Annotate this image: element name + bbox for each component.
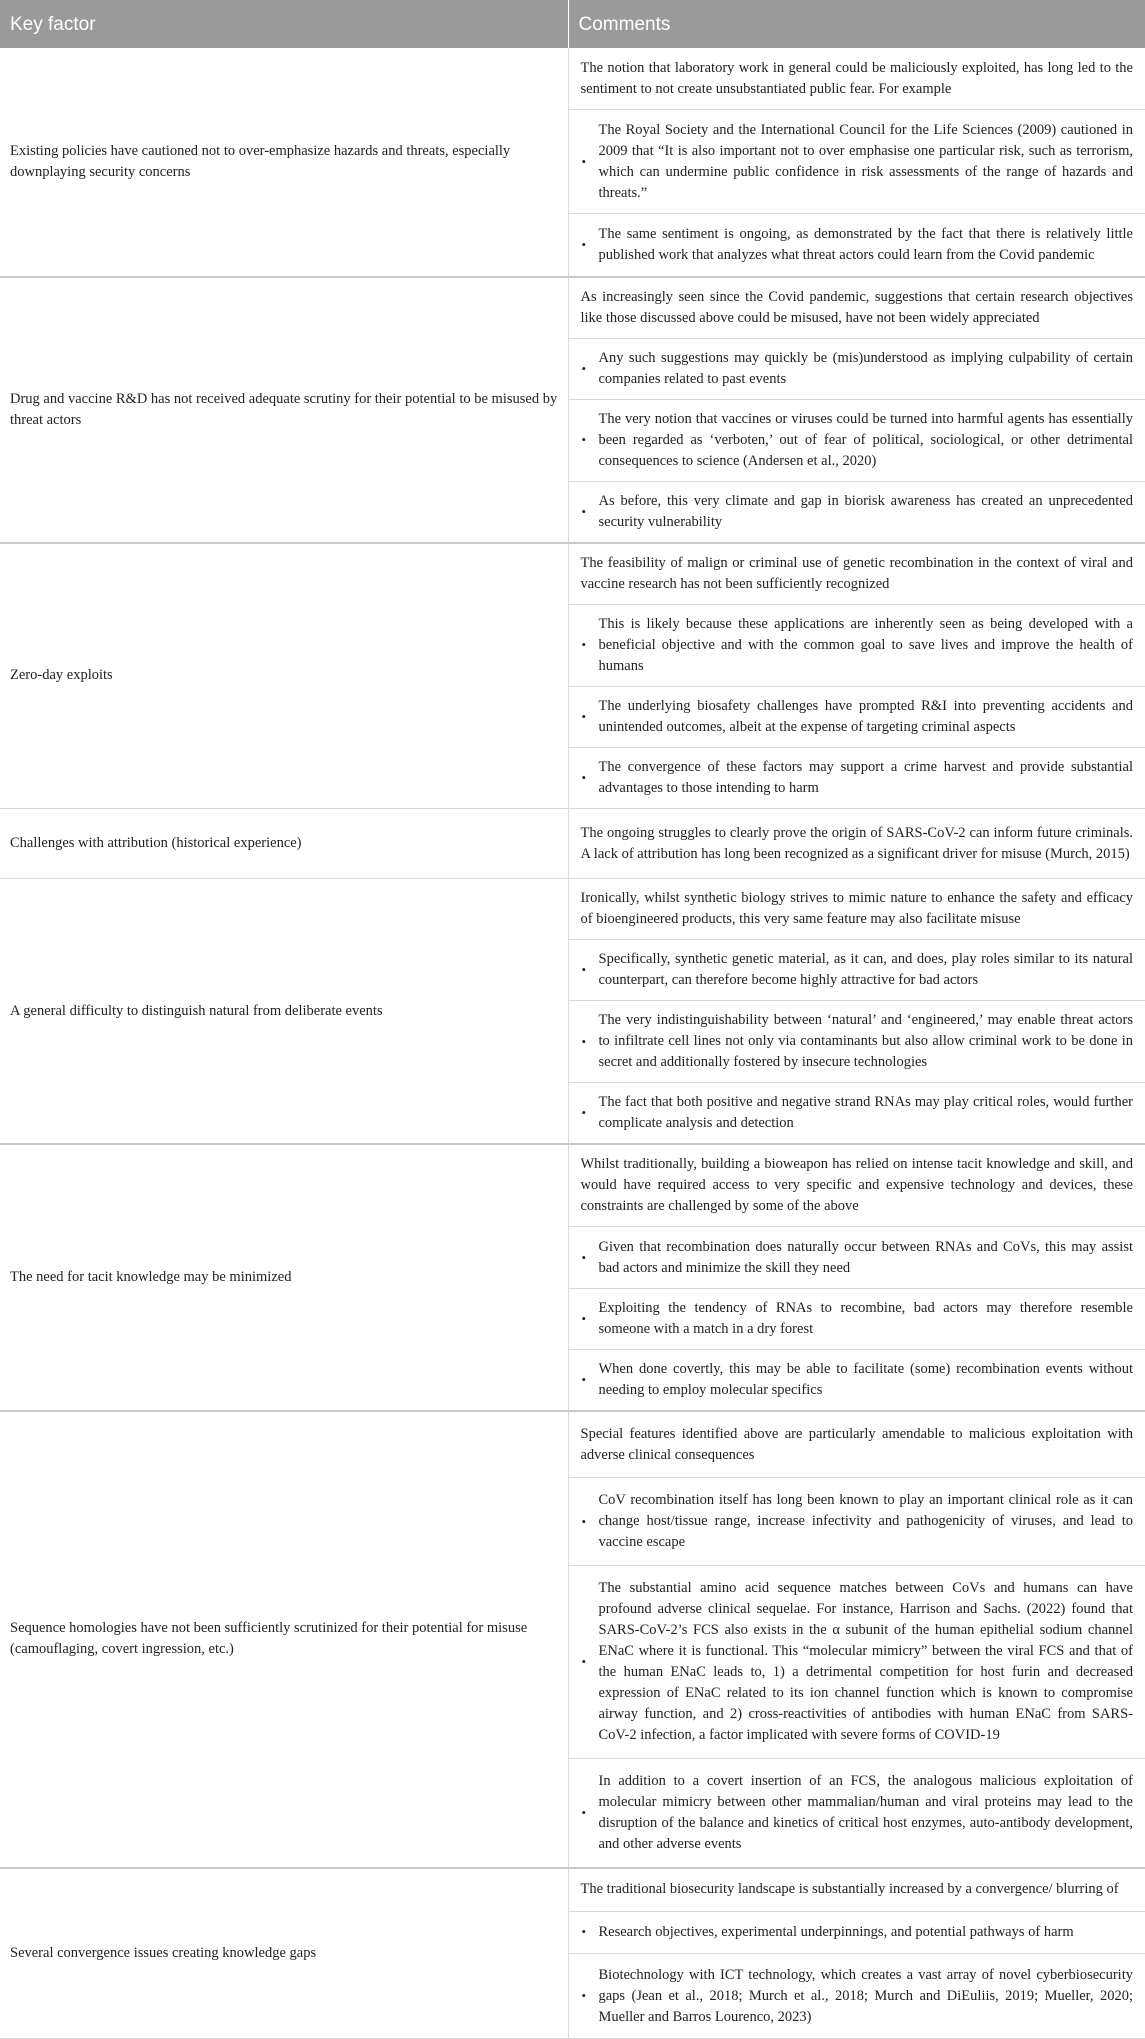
comments-cell [568,879,1145,1145]
comment-intro: As increasingly seen since the Covid pandemic, suggestions that certain research objectives like those discussed above could be misused, have not been widely appreciated [580,288,1133,326]
comment-bullet: • This is likely because these applications are inherently seen as being developed with a beneficial objective and with the common goal to save lives and improve the health of humans [569,604,1145,686]
key-factor-cell: Zero-day exploits [0,543,568,809]
comment-bullet: • The very notion that vaccines or viruses could be turned into harmful agents has essentially been regarded as ‘verboten,’ out of fear of political, sociological, or other detrimental consequences to science (Andersen et al., 2020) [569,399,1145,481]
table-row [0,277,1145,543]
comments-cell [568,1411,1145,1868]
comment-bullet: • The very indistinguishability between ‘natural’ and ‘engineered,’ may enable threat actors to infiltrate cell lines not only via contaminants but also allow criminal work to be done in secret and additionally fostered by insecure technologies [569,1000,1145,1082]
comments-column-header: Comments [568,0,1145,48]
comment-intro: The notion that laboratory work in general could be maliciously exploited, has long led to the sentiment to not create unsubstantiated public fear. For example [580,59,1133,97]
table-row [0,48,1145,277]
table-row [0,543,1145,809]
comment-bullet: • The underlying biosafety challenges have prompted R&I into preventing accidents and unintended outcomes, albeit at the expense of targeting criminal aspects [569,686,1145,747]
comment-intro: Ironically, whilst synthetic biology strives to mimic nature to enhance the safety and efficacy of bioengineered products, this very same feature may also facilitate misuse [580,890,1133,928]
table-row [0,879,1145,1145]
comments-cell [568,277,1145,543]
table-row [0,808,1145,879]
comment-intro: The feasibility of malign or criminal use of genetic recombination in the context of viral and vaccine research has not been sufficiently recognized [580,554,1133,592]
comment-bullet: • Specifically, synthetic genetic material, as it can, and does, play roles similar to its natural counterpart, can therefore become highly attractive for bad actors [569,939,1145,1000]
key-factor-cell: Sequence homologies have not been sufficiently scrutinized for their potential for misuse (camouflaging, covert ingression, etc.) [0,1411,568,1868]
comment-bullet: • As before, this very climate and gap in biorisk awareness has created an unprecedented security vulnerability [569,481,1145,542]
comment-bullet: • The convergence of these factors may support a crime harvest and provide substantial advantages to those intending to harm [569,747,1145,808]
comment-bullet: • The same sentiment is ongoing, as demonstrated by the fact that there is relatively little published work that analyzes what threat actors could learn from the Covid pandemic [569,213,1145,275]
comment-bullet: • CoV recombination itself has long been known to play an important clinical role as it can change host/tissue range, increase infectivity and pathogenicity of viruses, and lead to vaccine escape [569,1477,1145,1565]
comments-cell [568,1868,1145,2039]
table-header-row [0,0,1145,48]
comment-intro: Whilst traditionally, building a bioweapon has relied on intense tacit knowledge and skill, and would have required access to very specific and expensive technology and devices, these constraints are challenged by some of the above [580,1156,1133,1215]
comment-bullet: • In addition to a covert insertion of an FCS, the analogous malicious exploitation of molecular mimicry between other mammalian/human and viral proteins may lead to the disruption of the balance and kinetics of critical host enzymes, auto-antibody development, and other adverse events [569,1758,1145,1867]
key-factor-column-header: Key factor [0,0,568,48]
key-factor-cell: Several convergence issues creating knowledge gaps [0,1868,568,2039]
comment-bullet: • When done covertly, this may be able to facilitate (some) recombination events without needing to employ molecular specifics [569,1349,1145,1410]
comment-bullet: • Biotechnology with ICT technology, which creates a vast array of novel cyberbiosecurity gaps (Jean et al., 2018; Murch et al., 2018; Murch and DiEuliis, 2019; Mueller, 2020; Mueller and Barros Lourenco, 2023) [569,1953,1145,2038]
table-row [0,1144,1145,1410]
comments-cell [568,808,1145,879]
comment-bullet: • Given that recombination does naturally occur between RNAs and CoVs, this may assist bad actors and minimize the skill they need [569,1226,1145,1287]
comment-bullet: • The substantial amino acid sequence matches between CoVs and humans can have profound adverse clinical sequelae. For instance, Harrison and Sachs. (2022) found that SARS-CoV-2’s FCS also exists in the α subunit of the human epithelial sodium channel ENaC where it is functional. This “molecular mimicry” between the viral FCS and that of the human ENaC leads to, 1) a detrimental competition for host furin and decreased expression of ENaC related to its ion channel function which is known to compromise airway function, and 2) cross-reactivities of antibodies with human ENaC from SARS-CoV-2 infection, a factor implicated with severe forms of COVID-19 [569,1565,1145,1758]
comment-bullet: • The fact that both positive and negative strand RNAs may play critical roles, would further complicate analysis and detection [569,1082,1145,1143]
comment-bullet: • Any such suggestions may quickly be (mis)understood as implying culpability of certain companies related to past events [569,338,1145,399]
comments-cell [568,1144,1145,1410]
comments-cell [568,48,1145,277]
key-factor-cell: The need for tacit knowledge may be minimized [0,1144,568,1410]
comments-cell [568,543,1145,809]
comment-bullet: • Research objectives, experimental underpinnings, and potential pathways of harm [569,1911,1145,1954]
key-factor-cell: A general difficulty to distinguish natural from deliberate events [0,879,568,1145]
comment-bullet: • The Royal Society and the International Council for the Life Sciences (2009) cautioned in 2009 that “It is also important not to over emphasise one particular risk, such as terrorism, which can undermine public confidence in risk assessments of the range of hazards and threats.” [569,109,1145,213]
comment-intro: Special features identified above are particularly amendable to malicious exploitation with adverse clinical consequences [580,1425,1133,1463]
comment-intro: The traditional biosecurity landscape is substantially increased by a convergence/ blurring of [580,1881,1119,1898]
key-factor-cell: Drug and vaccine R&D has not received adequate scrutiny for their potential to be misused by threat actors [0,277,568,543]
key-factor-cell: Existing policies have cautioned not to over-emphasize hazards and threats, especially downplaying security concerns [0,48,568,277]
key-factor-cell: Challenges with attribution (historical experience) [0,808,568,879]
comment-intro: The ongoing struggles to clearly prove the origin of SARS-CoV-2 can inform future criminals. A lack of attribution has long been recognized as a significant driver for misuse (Murch, 2015) [580,824,1133,862]
table-row [0,1868,1145,2039]
comment-bullet: • Exploiting the tendency of RNAs to recombine, bad actors may therefore resemble someone with a match in a dry forest [569,1288,1145,1349]
table-row [0,1411,1145,1868]
